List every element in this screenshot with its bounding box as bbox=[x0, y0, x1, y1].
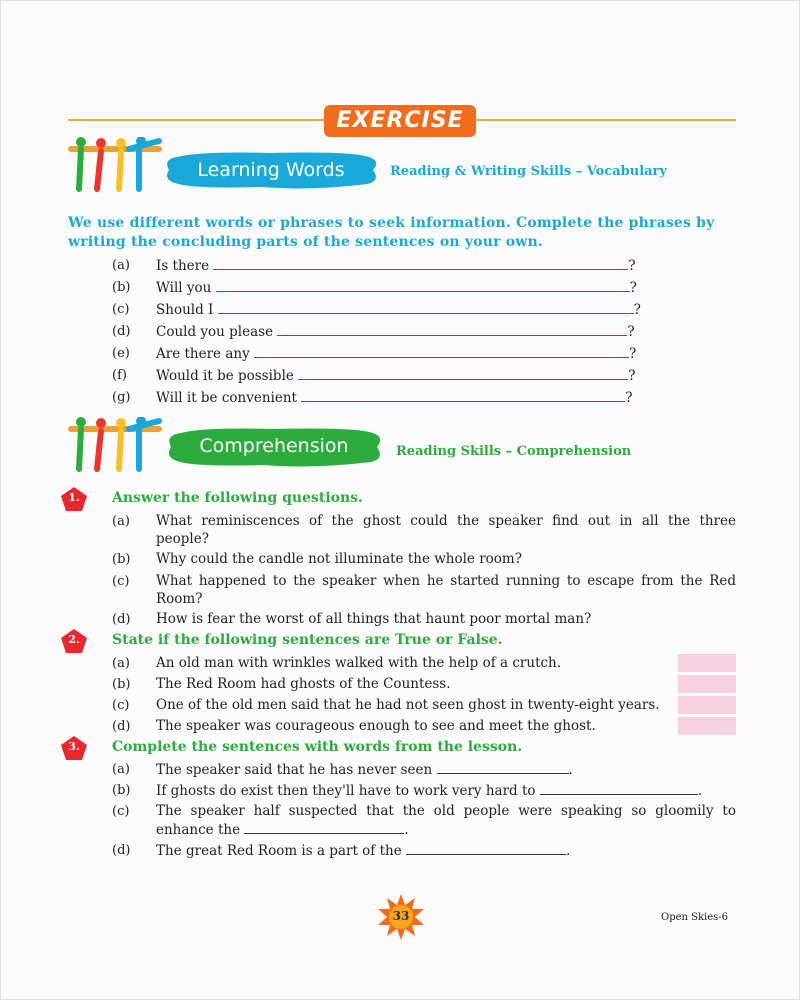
book-title-footer: Open Skies-6 bbox=[661, 912, 729, 923]
kids-illustration-icon bbox=[67, 417, 163, 475]
item-label: (c) bbox=[112, 302, 130, 317]
list-item: The Red Room had ghosts of the Countess. bbox=[156, 676, 451, 692]
item-end: . bbox=[568, 762, 573, 778]
answer-line[interactable] bbox=[301, 389, 625, 402]
item-label: (d) bbox=[112, 843, 131, 858]
item-label: (c) bbox=[112, 574, 130, 589]
item-label: (c) bbox=[112, 698, 130, 713]
item-label: (a) bbox=[112, 762, 130, 777]
answer-blank[interactable] bbox=[244, 821, 404, 834]
item-text: Will you bbox=[156, 280, 212, 296]
list-item: The speaker was courageous enough to see and meet the ghost. bbox=[156, 718, 596, 734]
item-end: ? bbox=[627, 324, 635, 340]
list-item-continued bbox=[156, 821, 409, 838]
item-label: (b) bbox=[112, 280, 131, 295]
page-number: 33 bbox=[392, 909, 410, 923]
learning-words-cloud bbox=[161, 151, 381, 189]
item-label: (a) bbox=[112, 258, 130, 273]
list-item bbox=[156, 761, 573, 778]
list-item bbox=[156, 345, 636, 362]
question-number-badge bbox=[61, 736, 87, 760]
true-false-answer-box[interactable] bbox=[678, 675, 736, 693]
item-end: ? bbox=[628, 368, 636, 384]
list-item bbox=[156, 782, 702, 799]
item-end: ? bbox=[628, 258, 636, 274]
true-false-answer-box[interactable] bbox=[678, 696, 736, 714]
item-text: Should I bbox=[156, 302, 214, 318]
answer-line[interactable] bbox=[213, 257, 628, 270]
question-number: 2. bbox=[68, 633, 80, 646]
kids-illustration-icon bbox=[67, 137, 163, 195]
item-text: The speaker said that he has never seen bbox=[156, 762, 433, 778]
list-item bbox=[156, 323, 635, 340]
question-3-heading: Complete the sentences with words from the lesson. bbox=[112, 739, 523, 755]
item-text: The great Red Room is a part of the bbox=[156, 843, 402, 859]
list-item-continued: Room? bbox=[156, 591, 203, 607]
list-item bbox=[156, 367, 635, 384]
true-false-answer-box[interactable] bbox=[678, 717, 736, 735]
list-item bbox=[156, 301, 641, 318]
answer-line[interactable] bbox=[298, 367, 628, 380]
list-item bbox=[156, 257, 636, 274]
learning-instruction: We use different words or phrases to seek information. Complete the phrases by writing the concluding parts of the sentences on your own. bbox=[68, 215, 715, 250]
list-item: What reminiscences of the ghost could the speaker find out in all the three bbox=[156, 513, 736, 529]
question-number: 1. bbox=[68, 491, 80, 504]
page-number-badge bbox=[378, 894, 424, 940]
item-label: (b) bbox=[112, 677, 131, 692]
item-end: ? bbox=[633, 302, 641, 318]
answer-line[interactable] bbox=[216, 279, 630, 292]
item-label: (c) bbox=[112, 804, 130, 819]
list-item: What happened to the speaker when he started running to escape from the Red bbox=[156, 573, 736, 589]
list-item: The speaker half suspected that the old people were speaking so gloomily to bbox=[156, 803, 736, 819]
item-end: ? bbox=[625, 390, 633, 406]
answer-line[interactable] bbox=[277, 323, 627, 336]
answer-blank[interactable] bbox=[437, 761, 569, 774]
item-text: Are there any bbox=[156, 346, 250, 362]
item-end: ? bbox=[629, 346, 637, 362]
question-number: 3. bbox=[68, 740, 80, 753]
item-label: (d) bbox=[112, 324, 131, 339]
true-false-answer-box[interactable] bbox=[678, 654, 736, 672]
item-text: Will it be convenient bbox=[156, 390, 297, 406]
list-item: One of the old men said that he had not seen ghost in twenty-eight years. bbox=[156, 697, 660, 713]
item-label: (a) bbox=[112, 656, 130, 671]
question-2-heading: State if the following sentences are True or False. bbox=[112, 632, 503, 648]
list-item: How is fear the worst of all things that haunt poor mortal man? bbox=[156, 611, 592, 627]
header-rule-left bbox=[68, 119, 324, 121]
item-text: Is there bbox=[156, 258, 210, 274]
question-number-badge bbox=[61, 629, 87, 653]
list-item bbox=[156, 389, 633, 406]
list-item bbox=[156, 842, 570, 859]
list-item bbox=[156, 279, 637, 296]
learning-skills-label: Reading & Writing Skills – Vocabulary bbox=[390, 164, 667, 179]
question-number-badge bbox=[61, 487, 87, 511]
answer-line[interactable] bbox=[218, 301, 634, 314]
exercise-title: EXERCISE bbox=[324, 105, 476, 137]
item-label: (g) bbox=[112, 390, 131, 405]
answer-line[interactable] bbox=[254, 345, 629, 358]
item-end: . bbox=[566, 843, 571, 859]
comprehension-cloud bbox=[163, 427, 385, 467]
item-end: ? bbox=[629, 280, 637, 296]
item-label: (d) bbox=[112, 612, 131, 627]
comprehension-label: Comprehension bbox=[199, 435, 349, 457]
item-text: enhance the bbox=[156, 822, 241, 838]
learning-words-label: Learning Words bbox=[197, 159, 345, 181]
item-text: Could you please bbox=[156, 324, 274, 340]
item-text: Would it be possible bbox=[156, 368, 294, 384]
question-1-heading: Answer the following questions. bbox=[112, 490, 363, 506]
answer-blank[interactable] bbox=[540, 782, 698, 795]
comprehension-skills-label: Reading Skills – Comprehension bbox=[396, 444, 632, 459]
answer-blank[interactable] bbox=[406, 842, 566, 855]
header-rule-right bbox=[476, 119, 736, 121]
item-text: If ghosts do exist then they'll have to work very hard to bbox=[156, 783, 536, 799]
item-end: . bbox=[697, 783, 703, 799]
item-end: . bbox=[404, 822, 409, 838]
list-item: An old man with wrinkles walked with the help of a crutch. bbox=[156, 655, 562, 671]
item-label: (b) bbox=[112, 783, 131, 798]
item-label: (d) bbox=[112, 719, 131, 734]
list-item: Why could the candle not illuminate the whole room? bbox=[156, 551, 522, 567]
item-label: (a) bbox=[112, 514, 130, 529]
list-item-continued: people? bbox=[156, 531, 209, 547]
item-label: (e) bbox=[112, 346, 130, 361]
item-label: (b) bbox=[112, 552, 131, 567]
item-label: (f) bbox=[112, 368, 127, 383]
